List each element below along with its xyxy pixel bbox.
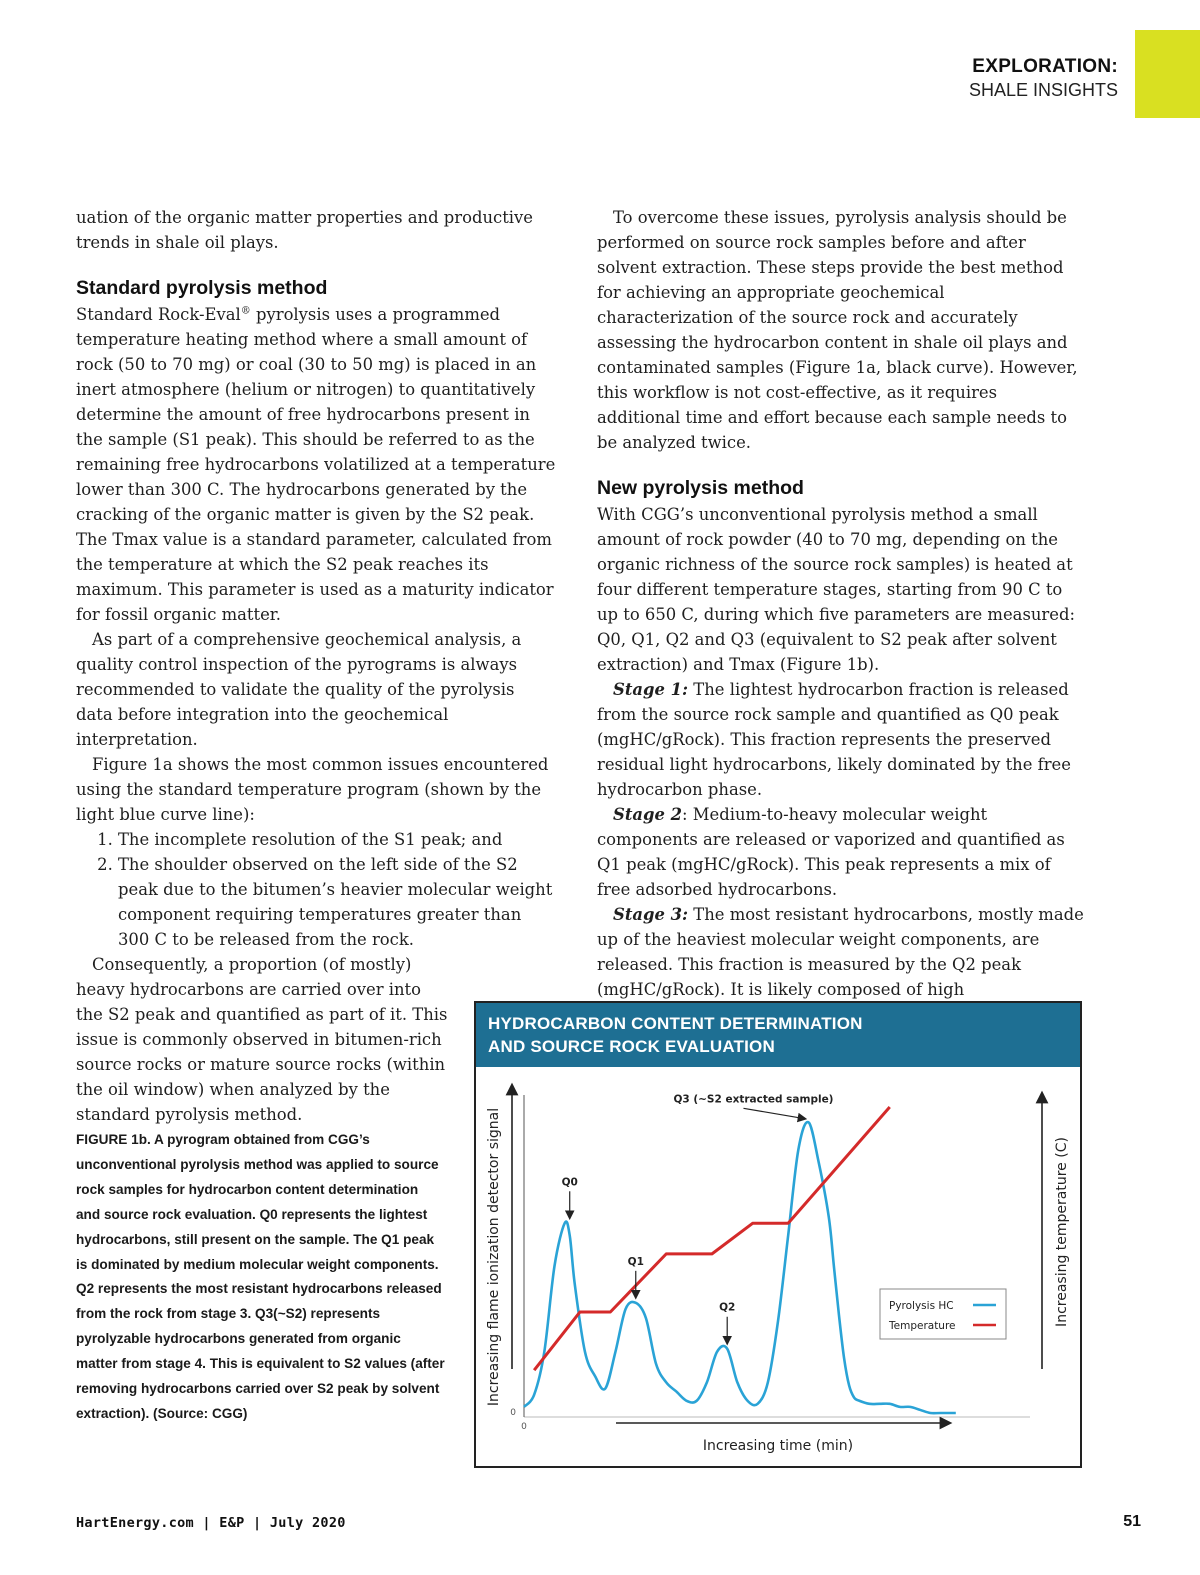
figure-caption: FIGURE 1b. A pyrogram obtained from CGG’s unconventional pyrolysis method was applied to source rock samples for hydrocarbon content determination and source rock evaluation. Q0 represents the lightest hydrocarbons, still present on the sample. The Q1 peak is dominated by medium molecular weight components. Q2 represents the most resistant hydrocarbons released from the rock from stage 3. Q3(~S2) represents pyrolyzable hydrocarbons generated from organic matter from stage 4. This is equivalent to S2 values (after removing hydrocarbons carried over S2 peak by solvent extraction). (Source: CGG) [76, 1132, 445, 1421]
annotation-arrow [743, 1108, 802, 1118]
right-column [597, 205, 1084, 1002]
section-header [969, 56, 1118, 101]
page-number: 51 [1123, 1513, 1141, 1530]
y-origin-label: 0 [510, 1408, 516, 1418]
heading-standard-pyrolysis: Standard pyrolysis method [76, 277, 328, 299]
section-subtitle: SHALE INSIGHTS [968, 80, 1118, 100]
annotation-label: Q0 [561, 1176, 578, 1189]
section-tab-color-block [1135, 30, 1200, 118]
issues-list [76, 827, 556, 952]
paragraph-stage-1: Stage 1: The lightest hydrocarbon fraction is released from the source rock sample and quantified as Q0 peak (mgHC/gRock). This fraction represents the preserved residual light hydrocarbons, likely dominated by the free hydrocarbon phase. [597, 680, 1071, 799]
section-title: EXPLORATION: [972, 56, 1118, 77]
paragraph-overcome-issues: To overcome these issues, pyrolysis analysis should be performed on source rock samples before and after solvent extraction. These steps provide the best method for achieving an appropriate geochemical characterization of the source rock and accurately assessing the hydrocarbon content in shale oil plays and contaminated samples (Figure 1a, black curve). However, this workflow is not cost-effective, as it requires additional time and effort because each sample needs to be analyzed twice. [597, 208, 1078, 452]
x-origin-label: 0 [521, 1422, 527, 1432]
paragraph-new-method: With CGG’s unconventional pyrolysis method a small amount of rock powder (40 to 70 mg, depending on the organic richness of the source rock samples) is heated at four different temperature stages, starting from 90 C to up to 650 C, during which five parameters are measured: Q0, Q1, Q2 and Q3 (equivalent to S2 peak after solvent extraction) and Tmax (Figure 1b). [597, 505, 1075, 674]
figure-box [474, 1001, 1082, 1468]
pyrogram-chart [476, 1067, 1080, 1466]
paragraph-standard-method: Standard Rock-Eval® pyrolysis uses a programmed temperature heating method where a small amount of rock (50 to 70 mg) or coal (30 to 50 mg) is placed in an inert atmosphere (helium or nitrogen) to quantitatively determine the amount of free hydrocarbons present in the sample (S1 peak). This should be referred to as the remaining free hydrocarbons volatilized at a temperature lower than 300 C. The hydrocarbons generated by the cracking of the organic matter is given by the S2 peak. The Tmax value is a standard parameter, calculated from the temperature at which the S2 peak reaches its maximum. This parameter is used as a maturity indicator for fossil organic matter. [76, 305, 556, 624]
series-line-pyrolysis-hc [524, 1122, 956, 1413]
annotation-label: Q1 [627, 1255, 644, 1268]
y-axis-label: Increasing flame ionization detector signal [486, 1107, 502, 1407]
y2-axis-label: Increasing temperature (C) [1054, 1137, 1070, 1327]
figure-title: HYDROCARBON CONTENT DETERMINATION AND SOURCE ROCK EVALUATION [488, 1014, 863, 1056]
list-item: 2. The shoulder observed on the left side of the S2 peak due to the bitumen’s heavier molecular weight component requiring temperatures greater than 300 C to be released from the rock. [118, 852, 556, 952]
annotation-label: Q2 [719, 1301, 736, 1314]
legend-label: Temperature [889, 1320, 956, 1332]
legend [880, 1289, 1006, 1339]
figure-title-band [476, 1003, 1080, 1067]
series-line-temperature [534, 1107, 890, 1370]
left-column [76, 205, 556, 1127]
x-axis-label: Increasing time (min) [702, 1438, 854, 1454]
legend-label: Pyrolysis HC [889, 1300, 954, 1312]
heading-new-pyrolysis: New pyrolysis method [597, 477, 804, 499]
paragraph-stage-3: Stage 3: The most resistant hydrocarbons, mostly made up of the heaviest molecular weight components, are released. This fraction is measured by the Q2 peak (mgHC/gRock). It is likely composed of high [597, 905, 1084, 999]
page-footer: HartEnergy.com | E&P | July 2020 [76, 1515, 346, 1531]
intro-paragraph: uation of the organic matter properties and productive trends in shale oil plays. [76, 208, 533, 252]
paragraph-quality-control: As part of a comprehensive geochemical analysis, a quality control inspection of the pyrograms is always recommended to validate the quality of the pyrolysis data before integration into the geochemical interpretation. [76, 630, 522, 749]
paragraph-stage-2: Stage 2: Medium-to-heavy molecular weight components are released or vaporized and quantified as Q1 peak (mgHC/gRock). This peak represents a mix of free adsorbed hydrocarbons. [597, 805, 1065, 899]
list-item: 1. The incomplete resolution of the S1 peak; and [118, 827, 556, 852]
annotation-label: Q3 (~S2 extracted sample) [673, 1093, 834, 1106]
paragraph-figure-1a: Figure 1a shows the most common issues encountered using the standard temperature program (shown by the light blue curve line): [76, 755, 549, 824]
paragraph-consequently: Consequently, a proportion (of mostly) heavy hydrocarbons are carried over into the S2 peak and quantified as part of it. This issue is commonly observed in bitumen-rich source rocks or mature source rocks (within the oil window) when analyzed by the standard pyrolysis method. [76, 955, 448, 1124]
